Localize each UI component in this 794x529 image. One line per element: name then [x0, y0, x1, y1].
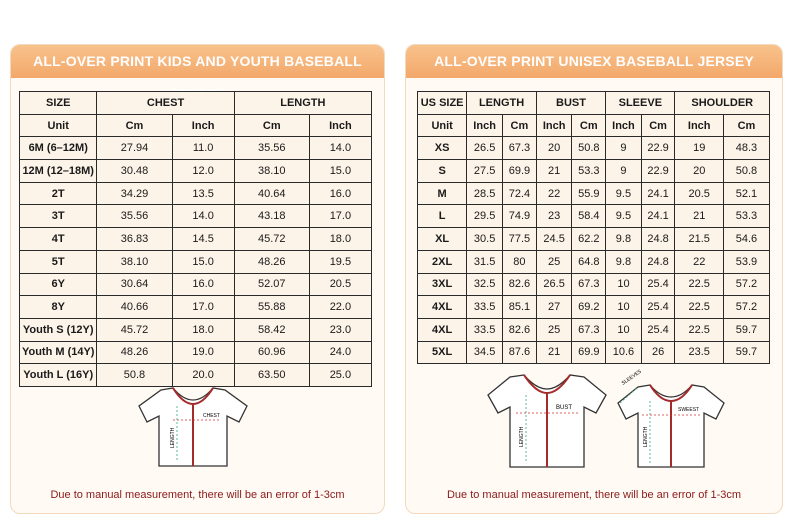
- size-cell: 6M (6–12M): [20, 137, 97, 160]
- table-row: [20, 250, 372, 273]
- table-row: [418, 182, 770, 205]
- value-cell: 31.5: [467, 250, 503, 273]
- value-cell: 58.4: [572, 205, 606, 228]
- value-cell: 40.64: [234, 182, 309, 205]
- size-cell: Youth M (14Y): [20, 341, 97, 364]
- value-cell: 27: [536, 296, 572, 319]
- header-length-cm: Cm: [234, 114, 309, 137]
- value-cell: 53.3: [572, 160, 606, 183]
- size-cell: 2XL: [418, 250, 467, 273]
- size-cell: 3T: [20, 205, 97, 228]
- value-cell: 23.0: [309, 318, 371, 341]
- value-cell: 38.10: [97, 250, 172, 273]
- header-size: SIZE: [20, 92, 97, 115]
- value-cell: 10: [606, 296, 642, 319]
- header-length: LENGTH: [234, 92, 371, 115]
- header-shoulder-cm: Cm: [723, 114, 769, 137]
- value-cell: 16.0: [309, 182, 371, 205]
- value-cell: 19.5: [309, 250, 371, 273]
- value-cell: 48.26: [97, 341, 172, 364]
- header-sleeve: SLEEVE: [606, 92, 675, 115]
- value-cell: 69.9: [572, 341, 606, 364]
- value-cell: 9: [606, 137, 642, 160]
- value-cell: 82.6: [502, 318, 536, 341]
- value-cell: 33.5: [467, 318, 503, 341]
- chest-label: CHEST: [203, 413, 220, 419]
- size-cell: 6Y: [20, 273, 97, 296]
- value-cell: 21: [675, 205, 723, 228]
- size-cell: 4XL: [418, 296, 467, 319]
- table-row: [20, 160, 372, 183]
- value-cell: 63.50: [234, 364, 309, 387]
- value-cell: 20: [675, 160, 723, 183]
- value-cell: 77.5: [502, 228, 536, 251]
- table-row: [20, 273, 372, 296]
- value-cell: 69.9: [502, 160, 536, 183]
- value-cell: 11.0: [172, 137, 234, 160]
- value-cell: 10: [606, 318, 642, 341]
- header-length-inch: Inch: [467, 114, 503, 137]
- sleeves-label: SLEEVES: [620, 368, 643, 387]
- header-sleeve-inch: Inch: [606, 114, 642, 137]
- header-shoulder: SHOULDER: [675, 92, 770, 115]
- header-chest: CHEST: [97, 92, 234, 115]
- value-cell: 9.8: [606, 250, 642, 273]
- value-cell: 24.0: [309, 341, 371, 364]
- header-sleeve-cm: Cm: [641, 114, 675, 137]
- value-cell: 24.5: [536, 228, 572, 251]
- kids-chart-title: ALL-OVER PRINT KIDS AND YOUTH BASEBALL: [11, 45, 384, 78]
- size-cell: 12M (12–18M): [20, 160, 97, 183]
- value-cell: 30.5: [467, 228, 503, 251]
- value-cell: 22: [675, 250, 723, 273]
- value-cell: 48.26: [234, 250, 309, 273]
- value-cell: 26.5: [536, 273, 572, 296]
- value-cell: 21.5: [675, 228, 723, 251]
- value-cell: 58.42: [234, 318, 309, 341]
- measurement-note: Due to manual measurement, there will be an error of 1-3cm: [50, 489, 345, 501]
- value-cell: 38.10: [234, 160, 309, 183]
- value-cell: 53.9: [723, 250, 769, 273]
- table-row: [418, 205, 770, 228]
- value-cell: 17.0: [172, 296, 234, 319]
- value-cell: 25.4: [641, 273, 675, 296]
- value-cell: 24.1: [641, 182, 675, 205]
- value-cell: 29.5: [467, 205, 503, 228]
- table-row: [418, 160, 770, 183]
- value-cell: 45.72: [97, 318, 172, 341]
- table-row: [20, 318, 372, 341]
- value-cell: 10.6: [606, 341, 642, 364]
- size-cell: M: [418, 182, 467, 205]
- table-row: [20, 182, 372, 205]
- header-unit: Unit: [418, 114, 467, 137]
- value-cell: 25.4: [641, 318, 675, 341]
- value-cell: 72.4: [502, 182, 536, 205]
- table-row: [418, 318, 770, 341]
- table-row: [418, 250, 770, 273]
- size-cell: 8Y: [20, 296, 97, 319]
- unisex-size-table: [417, 91, 770, 364]
- length-label: LENGTH: [170, 427, 176, 448]
- value-cell: 85.1: [502, 296, 536, 319]
- value-cell: 19.0: [172, 341, 234, 364]
- value-cell: 14.0: [172, 205, 234, 228]
- value-cell: 26: [641, 341, 675, 364]
- value-cell: 24.8: [641, 250, 675, 273]
- value-cell: 22.0: [309, 296, 371, 319]
- header-unit: Unit: [20, 114, 97, 137]
- value-cell: 32.5: [467, 273, 503, 296]
- unisex-jersey-diagrams: [486, 367, 726, 473]
- value-cell: 25: [536, 250, 572, 273]
- value-cell: 20.5: [309, 273, 371, 296]
- value-cell: 43.18: [234, 205, 309, 228]
- value-cell: 25.4: [641, 296, 675, 319]
- value-cell: 17.0: [309, 205, 371, 228]
- size-cell: 5T: [20, 250, 97, 273]
- value-cell: 33.5: [467, 296, 503, 319]
- table-row: [418, 296, 770, 319]
- value-cell: 80: [502, 250, 536, 273]
- jersey-front-bust: [488, 375, 606, 467]
- value-cell: 20: [536, 137, 572, 160]
- value-cell: 64.8: [572, 250, 606, 273]
- header-bust: BUST: [536, 92, 605, 115]
- table-row: [418, 341, 770, 364]
- value-cell: 9.5: [606, 205, 642, 228]
- value-cell: 22.5: [675, 296, 723, 319]
- value-cell: 20.0: [172, 364, 234, 387]
- size-cell: S: [418, 160, 467, 183]
- value-cell: 55.9: [572, 182, 606, 205]
- size-cell: Youth L (16Y): [20, 364, 97, 387]
- value-cell: 87.6: [502, 341, 536, 364]
- size-cell: 5XL: [418, 341, 467, 364]
- value-cell: 40.66: [97, 296, 172, 319]
- size-cell: XS: [418, 137, 467, 160]
- value-cell: 12.0: [172, 160, 234, 183]
- value-cell: 35.56: [234, 137, 309, 160]
- value-cell: 19: [675, 137, 723, 160]
- value-cell: 53.3: [723, 205, 769, 228]
- value-cell: 9: [606, 160, 642, 183]
- length-label: LENGTH: [519, 426, 525, 447]
- header-chest-inch: Inch: [172, 114, 234, 137]
- value-cell: 23.5: [675, 341, 723, 364]
- value-cell: 22: [536, 182, 572, 205]
- value-cell: 18.0: [309, 228, 371, 251]
- value-cell: 67.3: [572, 273, 606, 296]
- value-cell: 28.5: [467, 182, 503, 205]
- table-row: [418, 228, 770, 251]
- value-cell: 25.0: [309, 364, 371, 387]
- value-cell: 57.2: [723, 296, 769, 319]
- size-cell: 4XL: [418, 318, 467, 341]
- size-cell: Youth S (12Y): [20, 318, 97, 341]
- value-cell: 74.9: [502, 205, 536, 228]
- value-cell: 34.5: [467, 341, 503, 364]
- header-bust-cm: Cm: [572, 114, 606, 137]
- value-cell: 62.2: [572, 228, 606, 251]
- value-cell: 21: [536, 160, 572, 183]
- value-cell: 22.5: [675, 318, 723, 341]
- value-cell: 14.0: [309, 137, 371, 160]
- value-cell: 67.3: [572, 318, 606, 341]
- value-cell: 59.7: [723, 341, 769, 364]
- measurement-note: Due to manual measurement, there will be an error of 1-3cm: [446, 489, 742, 501]
- value-cell: 67.3: [502, 137, 536, 160]
- value-cell: 26.5: [467, 137, 503, 160]
- value-cell: 27.5: [467, 160, 503, 183]
- value-cell: 23: [536, 205, 572, 228]
- value-cell: 24.1: [641, 205, 675, 228]
- size-cell: 4T: [20, 228, 97, 251]
- value-cell: 60.96: [234, 341, 309, 364]
- value-cell: 10: [606, 273, 642, 296]
- value-cell: 52.07: [234, 273, 309, 296]
- value-cell: 36.83: [97, 228, 172, 251]
- value-cell: 52.1: [723, 182, 769, 205]
- value-cell: 48.3: [723, 137, 769, 160]
- value-cell: 13.5: [172, 182, 234, 205]
- header-shoulder-inch: Inch: [675, 114, 723, 137]
- header-us-size: US SIZE: [418, 92, 467, 115]
- value-cell: 21: [536, 341, 572, 364]
- table-row: [20, 205, 372, 228]
- value-cell: 50.8: [572, 137, 606, 160]
- value-cell: 25: [536, 318, 572, 341]
- unisex-chart-title: ALL-OVER PRINT UNISEX BASEBALL JERSEY: [406, 45, 782, 78]
- header-length-inch: Inch: [309, 114, 371, 137]
- value-cell: 50.8: [97, 364, 172, 387]
- table-row: [20, 137, 372, 160]
- value-cell: 30.48: [97, 160, 172, 183]
- value-cell: 35.56: [97, 205, 172, 228]
- table-row: [418, 137, 770, 160]
- size-cell: L: [418, 205, 467, 228]
- size-cell: 3XL: [418, 273, 467, 296]
- value-cell: 22.5: [675, 273, 723, 296]
- kids-size-table: [19, 91, 372, 387]
- sweest-label: SWEEST: [678, 407, 700, 413]
- value-cell: 15.0: [172, 250, 234, 273]
- value-cell: 30.64: [97, 273, 172, 296]
- value-cell: 9.5: [606, 182, 642, 205]
- table-row: [20, 341, 372, 364]
- value-cell: 34.29: [97, 182, 172, 205]
- header-length: LENGTH: [467, 92, 537, 115]
- value-cell: 57.2: [723, 273, 769, 296]
- header-length-cm: Cm: [502, 114, 536, 137]
- value-cell: 20.5: [675, 182, 723, 205]
- table-row: [20, 228, 372, 251]
- value-cell: 18.0: [172, 318, 234, 341]
- value-cell: 69.2: [572, 296, 606, 319]
- jersey-sleeve-shoulder: [618, 368, 724, 467]
- length-label: LENGTH: [643, 426, 649, 447]
- value-cell: 50.8: [723, 160, 769, 183]
- value-cell: 45.72: [234, 228, 309, 251]
- unisex-size-chart-panel: [405, 44, 783, 514]
- bust-label: BUST: [556, 405, 573, 411]
- value-cell: 22.9: [641, 160, 675, 183]
- header-bust-inch: Inch: [536, 114, 572, 137]
- value-cell: 22.9: [641, 137, 675, 160]
- value-cell: 14.5: [172, 228, 234, 251]
- value-cell: 59.7: [723, 318, 769, 341]
- value-cell: 16.0: [172, 273, 234, 296]
- value-cell: 27.94: [97, 137, 172, 160]
- table-row: [20, 296, 372, 319]
- value-cell: 9.8: [606, 228, 642, 251]
- size-cell: 2T: [20, 182, 97, 205]
- value-cell: 82.6: [502, 273, 536, 296]
- value-cell: 55.88: [234, 296, 309, 319]
- header-chest-cm: Cm: [97, 114, 172, 137]
- table-row: [418, 273, 770, 296]
- value-cell: 15.0: [309, 160, 371, 183]
- size-cell: XL: [418, 228, 467, 251]
- kids-jersey-diagram: [133, 382, 253, 472]
- kids-size-chart-panel: [10, 44, 385, 514]
- value-cell: 54.6: [723, 228, 769, 251]
- value-cell: 24.8: [641, 228, 675, 251]
